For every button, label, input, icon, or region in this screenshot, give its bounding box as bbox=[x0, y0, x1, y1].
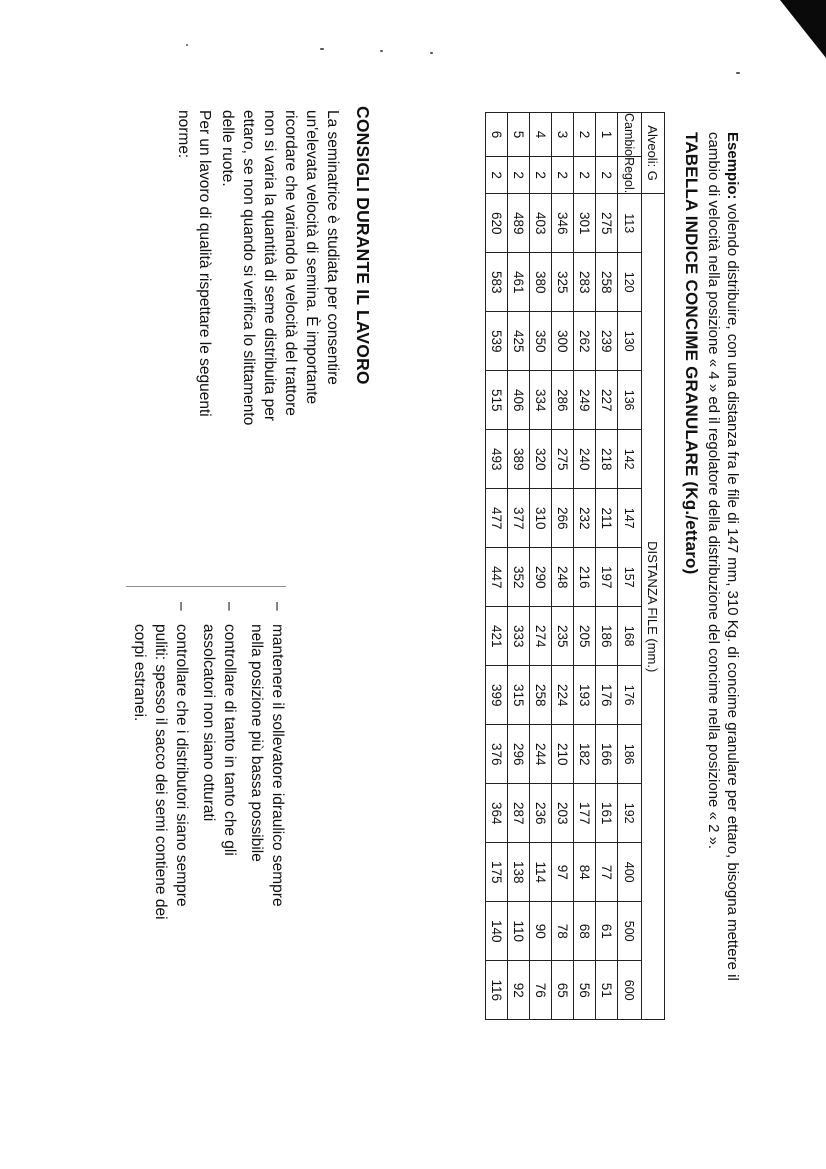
value-cell: 166 bbox=[596, 725, 618, 784]
consigli-paragraph-2 bbox=[173, 110, 215, 417]
cambio-cell: 3 bbox=[552, 113, 574, 157]
regol-cell: 2 bbox=[486, 157, 508, 194]
value-cell: 232 bbox=[574, 489, 596, 548]
paragraph-line: Per un lavoro di qualità rispettare le seguenti bbox=[196, 110, 213, 417]
value-cell: 377 bbox=[508, 489, 530, 548]
cambio-cell: 6 bbox=[486, 113, 508, 157]
value-cell: 51 bbox=[596, 961, 618, 1020]
value-cell: 286 bbox=[552, 371, 574, 430]
value-cell: 515 bbox=[486, 371, 508, 430]
column-divider bbox=[126, 586, 286, 587]
value-cell: 350 bbox=[530, 312, 552, 371]
value-cell: 186 bbox=[596, 607, 618, 666]
distance-header-cell: 113 bbox=[618, 194, 642, 253]
value-cell: 258 bbox=[530, 666, 552, 725]
distance-header-cell: 120 bbox=[618, 253, 642, 312]
distanza-label: DISTANZA FILE (mm.) bbox=[642, 194, 665, 1020]
distance-header-cell: 500 bbox=[618, 902, 642, 961]
value-cell: 203 bbox=[552, 784, 574, 843]
value-cell: 77 bbox=[596, 843, 618, 902]
value-cell: 266 bbox=[552, 489, 574, 548]
value-cell: 315 bbox=[508, 666, 530, 725]
value-cell: 346 bbox=[552, 194, 574, 253]
value-cell: 275 bbox=[596, 194, 618, 253]
value-cell: 90 bbox=[530, 902, 552, 961]
value-cell: 175 bbox=[486, 843, 508, 902]
list-item-line: puliti: spesso il sacco dei semi contiene dei bbox=[152, 624, 169, 920]
list-item bbox=[129, 602, 192, 920]
value-cell: 421 bbox=[486, 607, 508, 666]
value-cell: 258 bbox=[596, 253, 618, 312]
cambio-cell: 1 bbox=[596, 113, 618, 157]
value-cell: 399 bbox=[486, 666, 508, 725]
alveoli-label: Alveoli: G bbox=[642, 113, 665, 194]
value-cell: 65 bbox=[552, 961, 574, 1020]
value-cell: 489 bbox=[508, 194, 530, 253]
value-cell: 218 bbox=[596, 430, 618, 489]
value-cell: 301 bbox=[574, 194, 596, 253]
value-cell: 249 bbox=[574, 371, 596, 430]
value-cell: 110 bbox=[508, 902, 530, 961]
value-cell: 176 bbox=[596, 666, 618, 725]
value-cell: 539 bbox=[486, 312, 508, 371]
cambio-cell: 4 bbox=[530, 113, 552, 157]
value-cell: 244 bbox=[530, 725, 552, 784]
value-cell: 177 bbox=[574, 784, 596, 843]
paragraph-line: non si varia la quantità di seme distribuita per bbox=[261, 110, 278, 422]
distance-header-cell: 192 bbox=[618, 784, 642, 843]
cambio-label: Cambio bbox=[618, 113, 642, 157]
value-cell: 477 bbox=[486, 489, 508, 548]
distance-header-cell: 176 bbox=[618, 666, 642, 725]
distance-header-cell: 400 bbox=[618, 843, 642, 902]
intro-text: volendo distribuire, con una distanza fra le file di 147 mm, 310 Kg. di concime granulare per ettaro, bisogna mettere il bbox=[724, 199, 741, 981]
consigli-list bbox=[123, 602, 288, 920]
value-cell: 61 bbox=[596, 902, 618, 961]
paragraph-line: un'elevata velocità di semina. È importante bbox=[303, 110, 320, 405]
distance-header-cell: 142 bbox=[618, 430, 642, 489]
value-cell: 290 bbox=[530, 548, 552, 607]
distance-header-cell: 600 bbox=[618, 961, 642, 1020]
table-row bbox=[596, 113, 618, 1020]
value-cell: 275 bbox=[552, 430, 574, 489]
value-cell: 493 bbox=[486, 430, 508, 489]
value-cell: 310 bbox=[530, 489, 552, 548]
list-item bbox=[198, 602, 240, 920]
regol-label: Regol. bbox=[618, 157, 642, 194]
value-cell: 325 bbox=[552, 253, 574, 312]
value-cell: 138 bbox=[508, 843, 530, 902]
value-cell: 76 bbox=[530, 961, 552, 1020]
table-row bbox=[530, 113, 552, 1020]
value-cell: 211 bbox=[596, 489, 618, 548]
value-cell: 447 bbox=[486, 548, 508, 607]
regol-cell: 2 bbox=[596, 157, 618, 194]
value-cell: 56 bbox=[574, 961, 596, 1020]
list-item bbox=[246, 602, 288, 920]
paragraph-line: norme: bbox=[175, 110, 192, 159]
value-cell: 425 bbox=[508, 312, 530, 371]
distance-header-cell: 130 bbox=[618, 312, 642, 371]
paragraph-line: delle ruote. bbox=[219, 110, 236, 187]
regol-cell: 2 bbox=[508, 157, 530, 194]
value-cell: 352 bbox=[508, 548, 530, 607]
value-cell: 461 bbox=[508, 253, 530, 312]
consigli-heading: CONSIGLI DURANTE IL LAVORO bbox=[353, 106, 373, 385]
list-item-line: nella posizione più bassa possibile bbox=[248, 624, 265, 862]
value-cell: 248 bbox=[552, 548, 574, 607]
value-cell: 227 bbox=[596, 371, 618, 430]
value-cell: 406 bbox=[508, 371, 530, 430]
value-cell: 182 bbox=[574, 725, 596, 784]
value-cell: 287 bbox=[508, 784, 530, 843]
value-cell: 334 bbox=[530, 371, 552, 430]
value-cell: 210 bbox=[552, 725, 574, 784]
intro-line-2: cambio di velocità nella posizione « 4 » ed il regolatore della distribuzione del concime nella posizione « 2 ». bbox=[705, 132, 722, 850]
list-item-line: – mantenere il sollevatore idraulico sempre bbox=[269, 624, 286, 907]
value-cell: 236 bbox=[530, 784, 552, 843]
value-cell: 235 bbox=[552, 607, 574, 666]
value-cell: 380 bbox=[530, 253, 552, 312]
table-row bbox=[508, 113, 530, 1020]
distance-header-cell: 168 bbox=[618, 607, 642, 666]
value-cell: 296 bbox=[508, 725, 530, 784]
value-cell: 68 bbox=[574, 902, 596, 961]
paragraph-line: La seminatrice è studiata per consentire bbox=[324, 110, 341, 385]
consigli-paragraph-1 bbox=[217, 110, 343, 425]
table-row bbox=[574, 113, 596, 1020]
value-cell: 224 bbox=[552, 666, 574, 725]
value-cell: 140 bbox=[486, 902, 508, 961]
intro-line-1 bbox=[725, 132, 740, 981]
value-cell: 114 bbox=[530, 843, 552, 902]
value-cell: 161 bbox=[596, 784, 618, 843]
value-cell: 97 bbox=[552, 843, 574, 902]
distance-header-row bbox=[618, 113, 642, 1020]
value-cell: 262 bbox=[574, 312, 596, 371]
regol-cell: 2 bbox=[574, 157, 596, 194]
list-item-line: – controllare che i distributori siano sempre bbox=[173, 624, 190, 907]
value-cell: 78 bbox=[552, 902, 574, 961]
regol-cell: 2 bbox=[552, 157, 574, 194]
value-cell: 283 bbox=[574, 253, 596, 312]
value-cell: 403 bbox=[530, 194, 552, 253]
list-item-line: assolcatori non siano otturati bbox=[200, 624, 217, 822]
value-cell: 364 bbox=[486, 784, 508, 843]
value-cell: 274 bbox=[530, 607, 552, 666]
regol-cell: 2 bbox=[530, 157, 552, 194]
distance-header-cell: 136 bbox=[618, 371, 642, 430]
fertilizer-table bbox=[485, 112, 665, 1020]
value-cell: 205 bbox=[574, 607, 596, 666]
value-cell: 376 bbox=[486, 725, 508, 784]
list-item-line: – controllare di tanto in tanto che gli bbox=[221, 624, 238, 856]
value-cell: 320 bbox=[530, 430, 552, 489]
distance-header-cell: 186 bbox=[618, 725, 642, 784]
table-title: TABELLA INDICE CONCIME GRANULARE (Kg./ettaro) bbox=[682, 132, 701, 575]
cambio-cell: 5 bbox=[508, 113, 530, 157]
paragraph-line: ricordare che variando la velocità del trattore bbox=[282, 110, 299, 416]
distance-header-cell: 157 bbox=[618, 548, 642, 607]
value-cell: 84 bbox=[574, 843, 596, 902]
cambio-cell: 2 bbox=[574, 113, 596, 157]
value-cell: 239 bbox=[596, 312, 618, 371]
value-cell: 620 bbox=[486, 194, 508, 253]
value-cell: 197 bbox=[596, 548, 618, 607]
table-row bbox=[552, 113, 574, 1020]
value-cell: 333 bbox=[508, 607, 530, 666]
list-item-line: corpi estranei. bbox=[131, 624, 148, 722]
value-cell: 216 bbox=[574, 548, 596, 607]
paragraph-line: ettaro, se non quando si verifica lo slittamento bbox=[240, 110, 257, 426]
distance-header-cell: 147 bbox=[618, 489, 642, 548]
value-cell: 300 bbox=[552, 312, 574, 371]
table-row bbox=[486, 113, 508, 1020]
value-cell: 389 bbox=[508, 430, 530, 489]
value-cell: 193 bbox=[574, 666, 596, 725]
value-cell: 240 bbox=[574, 430, 596, 489]
intro-bold: Esempio: bbox=[724, 132, 741, 200]
value-cell: 583 bbox=[486, 253, 508, 312]
value-cell: 116 bbox=[486, 961, 508, 1020]
value-cell: 92 bbox=[508, 961, 530, 1020]
